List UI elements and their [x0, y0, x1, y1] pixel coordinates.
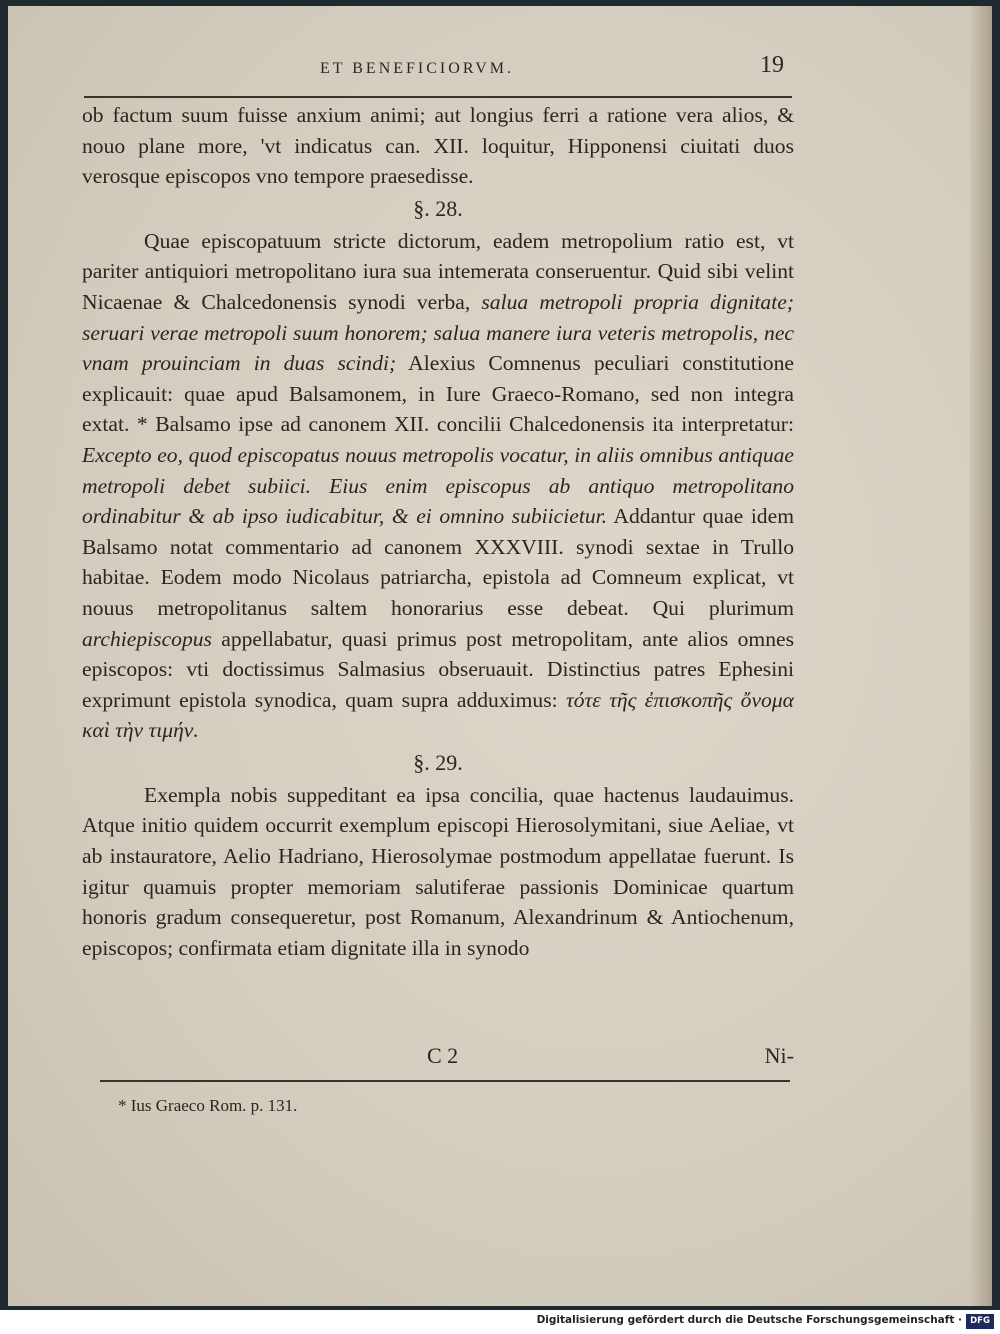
page-edge [970, 6, 992, 1306]
section-heading-28: §. 28. [413, 195, 463, 221]
italic-term: archiepiscopus [82, 626, 212, 651]
italic-quote: salua metropoli propria dignitate; seruari verae metropoli suum honorem; salua manere iura veteris metropolis, nec vnam prouinciam in duas scindi; [82, 289, 795, 376]
text-run: Alexius Comnenus peculiari constitutione explicauit: quae apud Balsamonem, in Iure Graeco-Romano, sed non integra extat. * Balsamo ipse ad canonem XII. concilii Chalcedonensis ita interpretatur: [82, 351, 794, 437]
page-header [80, 52, 792, 86]
footnote-rule [100, 1080, 790, 1082]
text-run: Addantur quae idem Balsamo notat commentario ad canonem XXXVIII. synodi sextae in Trullo habitae. Eodem modo Nicolaus patriarcha, epistola ad Comneum explicat, vt nouus metropolitanus saltem honorarius esse debeat. Qui plurimum [82, 504, 794, 620]
attribution-text: Digitalisierung gefördert durch die Deutsche Forschungsgemeinschaft · [536, 1314, 962, 1326]
paragraph-continuation: ob factum suum fuisse anxium animi; aut longius ferri a ratione vera alios, & nouo plane more, 'vt indicatus can. XII. loquitur, Hipponensi ciuitati duos verosque episcopos vno tempore praesedisse. [82, 103, 794, 189]
page-number: 19 [760, 52, 784, 78]
catchline [82, 1043, 794, 1073]
dfg-logo-icon: DFG [966, 1314, 994, 1329]
text-run: appellabatur, quasi primus post metropolitam, ante alios omnes episcopos: vti doctissimus Salmasius obseruauit. Distinctius patres Ephesini exprimunt epistola synodica, quam supra adduximus: [82, 626, 794, 712]
main-text [82, 100, 794, 963]
catchword: Ni- [764, 1043, 794, 1068]
footnote: * Ius Graeco Rom. p. 131. [118, 1096, 298, 1115]
paragraph-29: Exempla nobis suppeditant ea ipsa concilia, quae hactenus laudauimus. Atque initio quidem occurrit exemplum episcopi Hierosolymitani, siue Aeliae, vt ab instauratore, Aelio Hadriano, Hierosolymae postmodum appellatae fuerunt. Is igitur quamuis propter memoriam salutiferae passionis Dominicae quartum honoris gradum consequeretur, post Romanum, Alexandrinum & Antiochenum, episcopos; confirmata etiam dignitate illa in synodo [82, 782, 794, 960]
signature-mark: C 2 [427, 1043, 459, 1068]
greek-quote: τότε τῆς ἐπισκοπῆς ὄνομα καὶ τὴν τιμήν. [82, 687, 794, 743]
text-run: Quae episcopatuum stricte dictorum, eadem metropolium ratio est, vt pariter antiquiori metropolitano iura sua intemerata conseruentur. Quid sibi velint Nicaenae & Chalcedonensis synodi verba, [82, 228, 794, 314]
header-rule [84, 96, 792, 98]
running-head: ET BENEFICIORVM. [320, 60, 514, 77]
paragraph-28 [82, 226, 794, 746]
italic-quote: Excepto eo, quod episcopatus nouus metropolis vocatur, in aliis omnibus antiquae metropoli debet subiici. Eius enim episcopus ab antiquo metropolitano ordinabitur & ab ipso iudicabitur, & ei omnino subiicietur. [82, 442, 794, 529]
attribution-bar [0, 1310, 1000, 1334]
section-heading-29: §. 29. [413, 749, 463, 775]
